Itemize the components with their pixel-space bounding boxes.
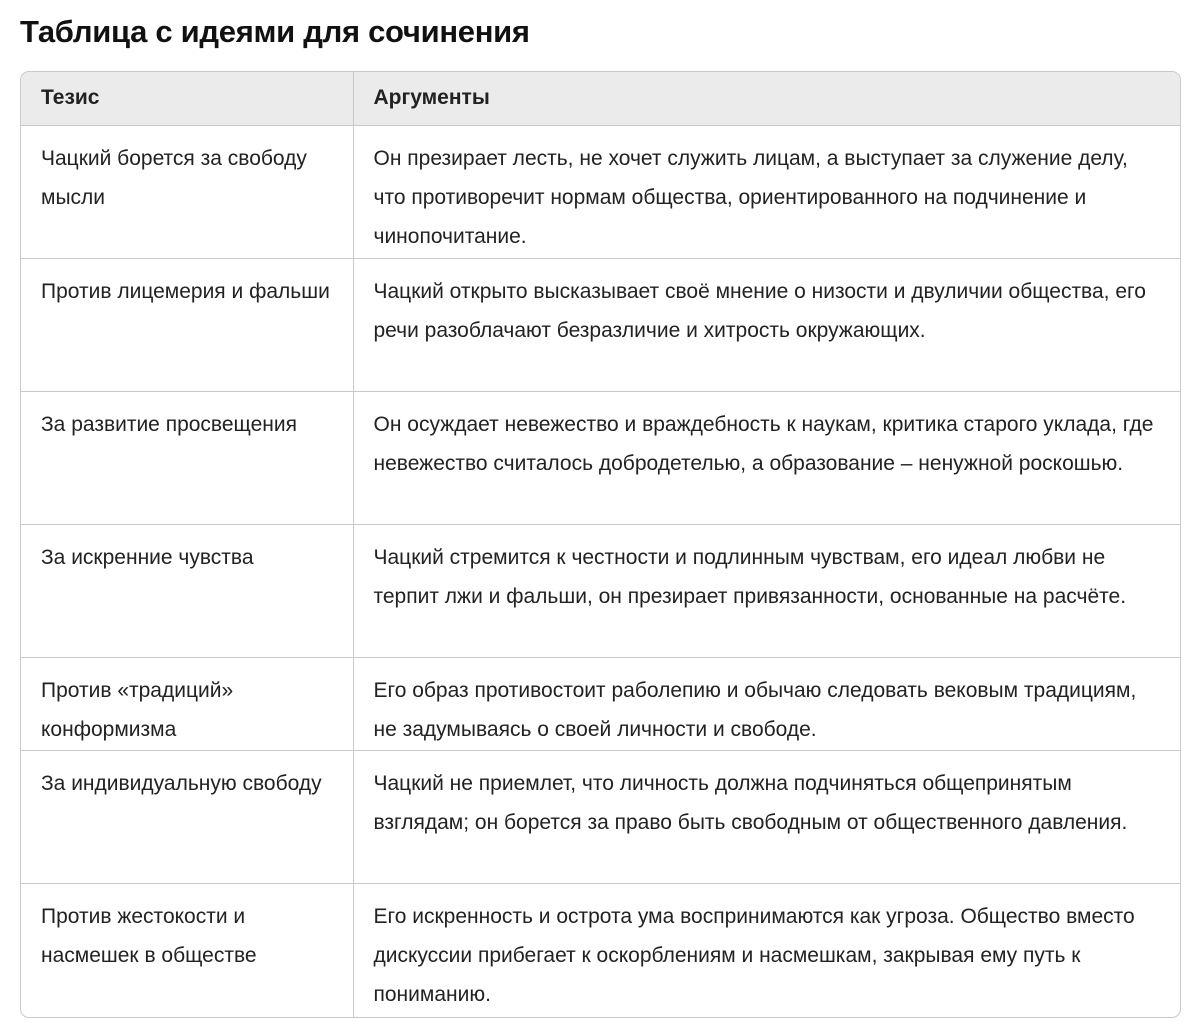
thesis-cell: За развитие просвещения — [21, 391, 353, 524]
thesis-cell: Против жестокости и насмешек в обществе — [21, 883, 353, 1017]
ideas-table-container — [20, 71, 1181, 1018]
argument-cell: Он презирает лесть, не хочет служить лицам, а выступает за служение делу, что противоречит нормам общества, ориентированного на подчинение и чинопочитание. — [353, 125, 1180, 258]
thesis-cell: Чацкий борется за свободу мысли — [41, 146, 307, 209]
argument-cell: Его искренность и острота ума воспринимаются как угроза. Общество вместо дискуссии прибегает к оскорблениям и насмешкам, закрывая ему путь к пониманию. — [353, 883, 1180, 1017]
table-row — [21, 258, 1180, 391]
ideas-table — [21, 72, 1180, 1017]
thesis-cell: За искренние чувства — [21, 524, 353, 657]
argument-cell: Его образ противостоит раболепию и обычаю следовать вековым традициям, не задумываясь о своей личности и свободе. — [353, 657, 1180, 750]
page-title: Таблица с идеями для сочинения — [20, 14, 530, 49]
table-row — [21, 391, 1180, 524]
table-row — [21, 883, 1180, 1017]
table-body — [21, 125, 1180, 1017]
table-header — [21, 72, 1180, 125]
table-header-row — [21, 72, 1180, 125]
table-row — [21, 657, 1180, 750]
column-header-thesis: Тезис — [21, 72, 353, 125]
table-row — [21, 750, 1180, 883]
argument-cell: Он осуждает невежество и враждебность к наукам, критика старого уклада, где невежество считалось добродетелью, а образование – ненужной роскошью. — [353, 391, 1180, 524]
column-header-arguments: Аргументы — [353, 72, 1180, 125]
thesis-cell: За индивидуальную свободу — [21, 750, 353, 883]
argument-cell: Чацкий стремится к честности и подлинным чувствам, его идеал любви не терпит лжи и фальши, он презирает привязанности, основанные на расчёте. — [353, 524, 1180, 657]
thesis-cell: Против лицемерия и фальши — [21, 258, 353, 391]
argument-cell: Чацкий открыто высказывает своё мнение о низости и двуличии общества, его речи разоблачают безразличие и хитрость окружающих. — [353, 258, 1180, 391]
table-row — [21, 125, 1180, 258]
table-row — [21, 524, 1180, 657]
thesis-cell: Против «традиций» конформизма — [21, 657, 353, 750]
argument-cell: Чацкий не приемлет, что личность должна подчиняться общепринятым взглядам; он борется за право быть свободным от общественного давления. — [353, 750, 1180, 883]
